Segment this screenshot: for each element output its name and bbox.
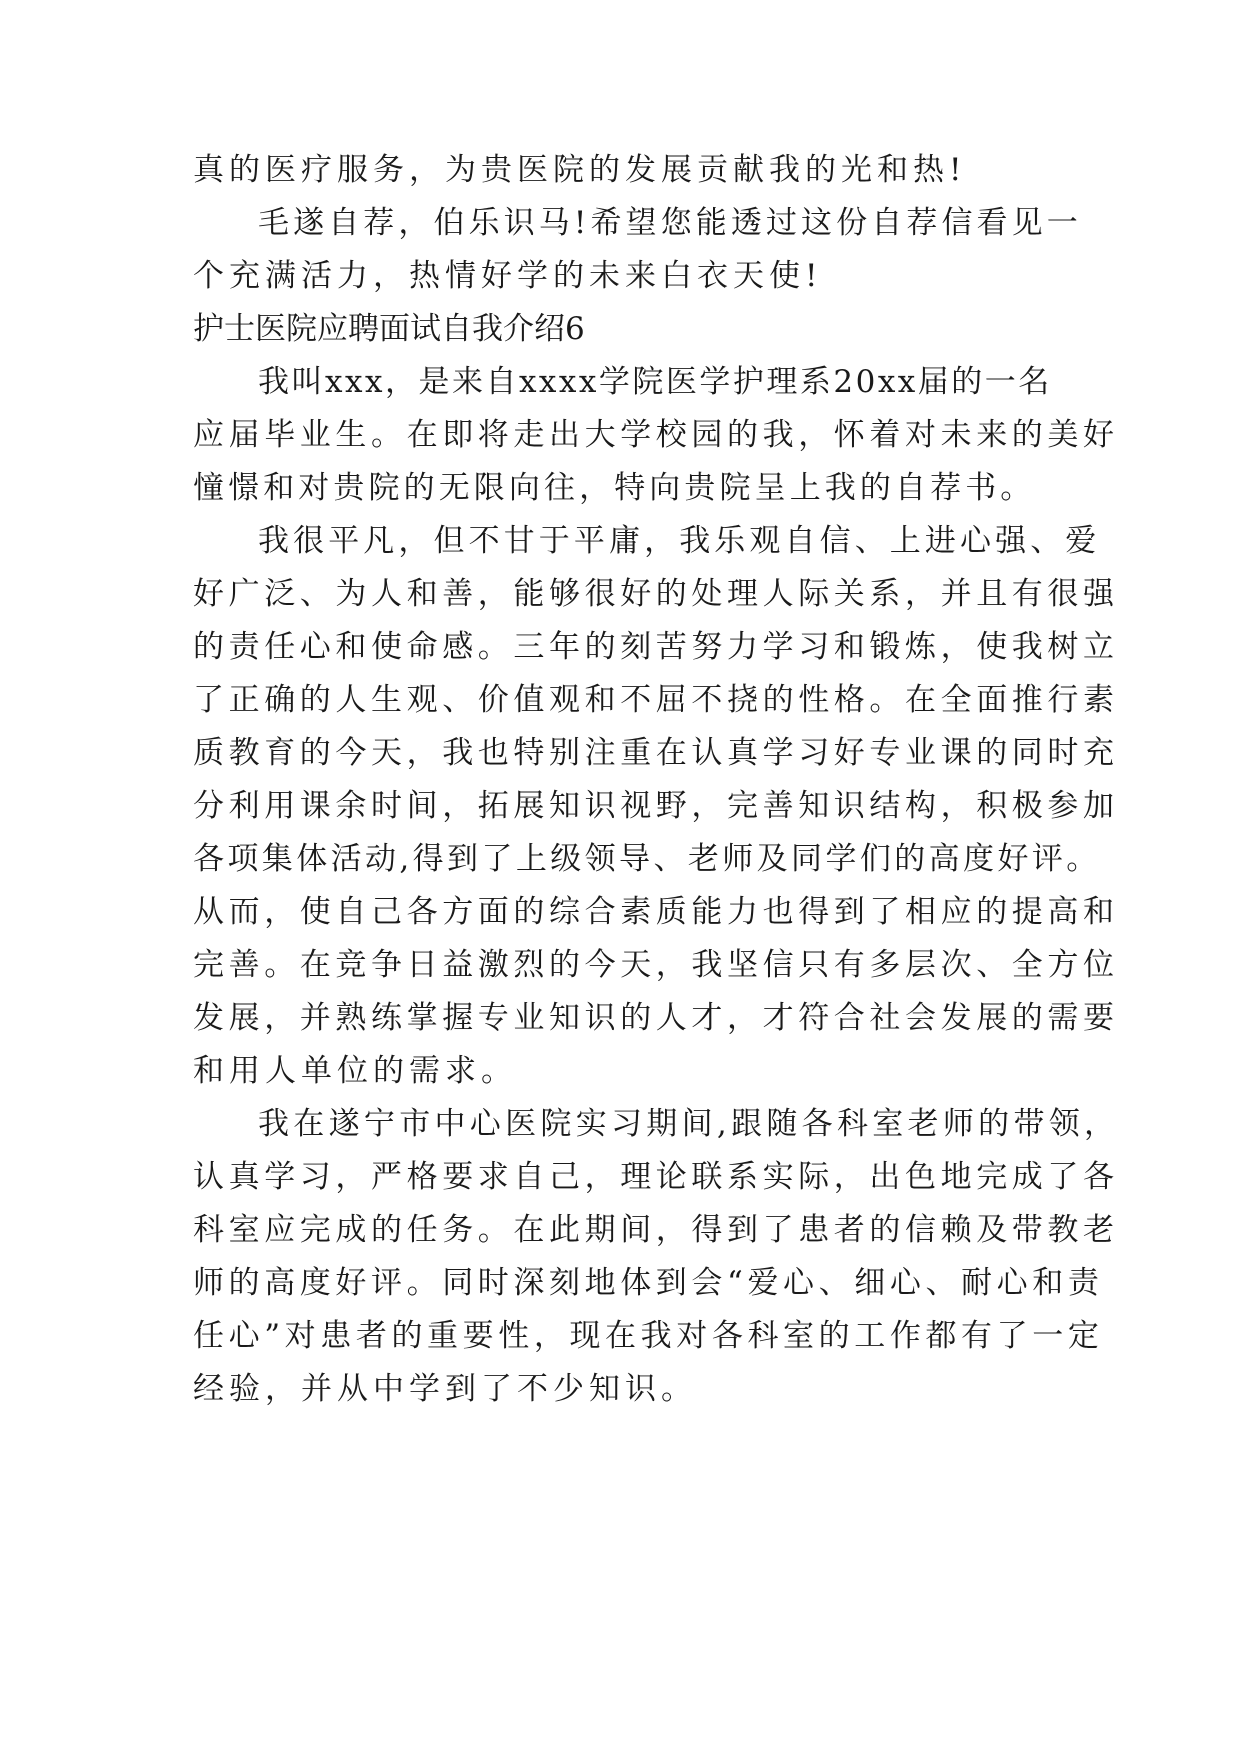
text-line-content: 应届毕业生。在即将走出大学校园的我，怀着对未来的美好 [193, 417, 1119, 453]
text-line-content: 我叫xxx，是来自xxxx学院医学护理系20xx届的一名 [258, 364, 1052, 400]
text-line-content: 和用人单位的需求。 [193, 1053, 517, 1089]
text-line-content: 我很平凡，但不甘于平庸，我乐观自信、上进心强、爱 [258, 523, 1101, 559]
text-line-content: 我在遂宁市中心医院实习期间,跟随各科室老师的带领， [258, 1106, 1120, 1142]
text-line-content: 质教育的今天，我也特别注重在认真学习好专业课的同时充 [193, 735, 1119, 771]
text-line-content: 憧憬和对贵院的无限向往，特向贵院呈上我的自荐书。 [193, 470, 1036, 506]
text-line-content: 从而，使自己各方面的综合素质能力也得到了相应的提高和 [193, 894, 1119, 930]
text-line-content: 真的医疗服务，为贵医院的发展贡献我的光和热! [193, 152, 967, 188]
text-line-content: 师的高度好评。同时深刻地体到会“爱心、细心、耐心和责 [193, 1265, 1104, 1301]
text-line-content: 的责任心和使命感。三年的刻苦努力学习和锻炼，使我树立 [193, 629, 1119, 665]
text-line-content: 经验，并从中学到了不少知识。 [193, 1371, 697, 1407]
text-line-content: 发展，并熟练掌握专业知识的人才，才符合社会发展的需要 [193, 1000, 1119, 1036]
text-line-content: 完善。在竞争日益激烈的今天，我坚信只有多层次、全方位 [193, 947, 1119, 983]
text-line-content: 了正确的人生观、价值观和不屈不挠的性格。在全面推行素 [193, 682, 1119, 718]
text-line-content: 任心”对患者的重要性，现在我对各科室的工作都有了一定 [193, 1318, 1104, 1354]
text-line-content: 个充满活力，热情好学的未来白衣天使! [193, 258, 823, 294]
section-heading-text: 护士医院应聘面试自我介绍6 [193, 311, 585, 347]
text-line-content: 分利用课余时间，拓展知识视野，完善知识结构，积极参加 [193, 788, 1119, 824]
text-line-content: 好广泛、为人和善，能够很好的处理人际关系，并且有很强 [193, 576, 1119, 612]
text-line-content: 科室应完成的任务。在此期间，得到了患者的信赖及带教老 [193, 1212, 1119, 1248]
text-line-content: 各项集体活动,得到了上级领导、老师及同学们的高度好评。 [193, 841, 1101, 877]
text-line-content: 认真学习，严格要求自己，理论联系实际，出色地完成了各 [193, 1159, 1119, 1195]
text-line-content: 毛遂自荐，伯乐识马!希望您能透过这份自荐信看见一 [258, 205, 1082, 241]
